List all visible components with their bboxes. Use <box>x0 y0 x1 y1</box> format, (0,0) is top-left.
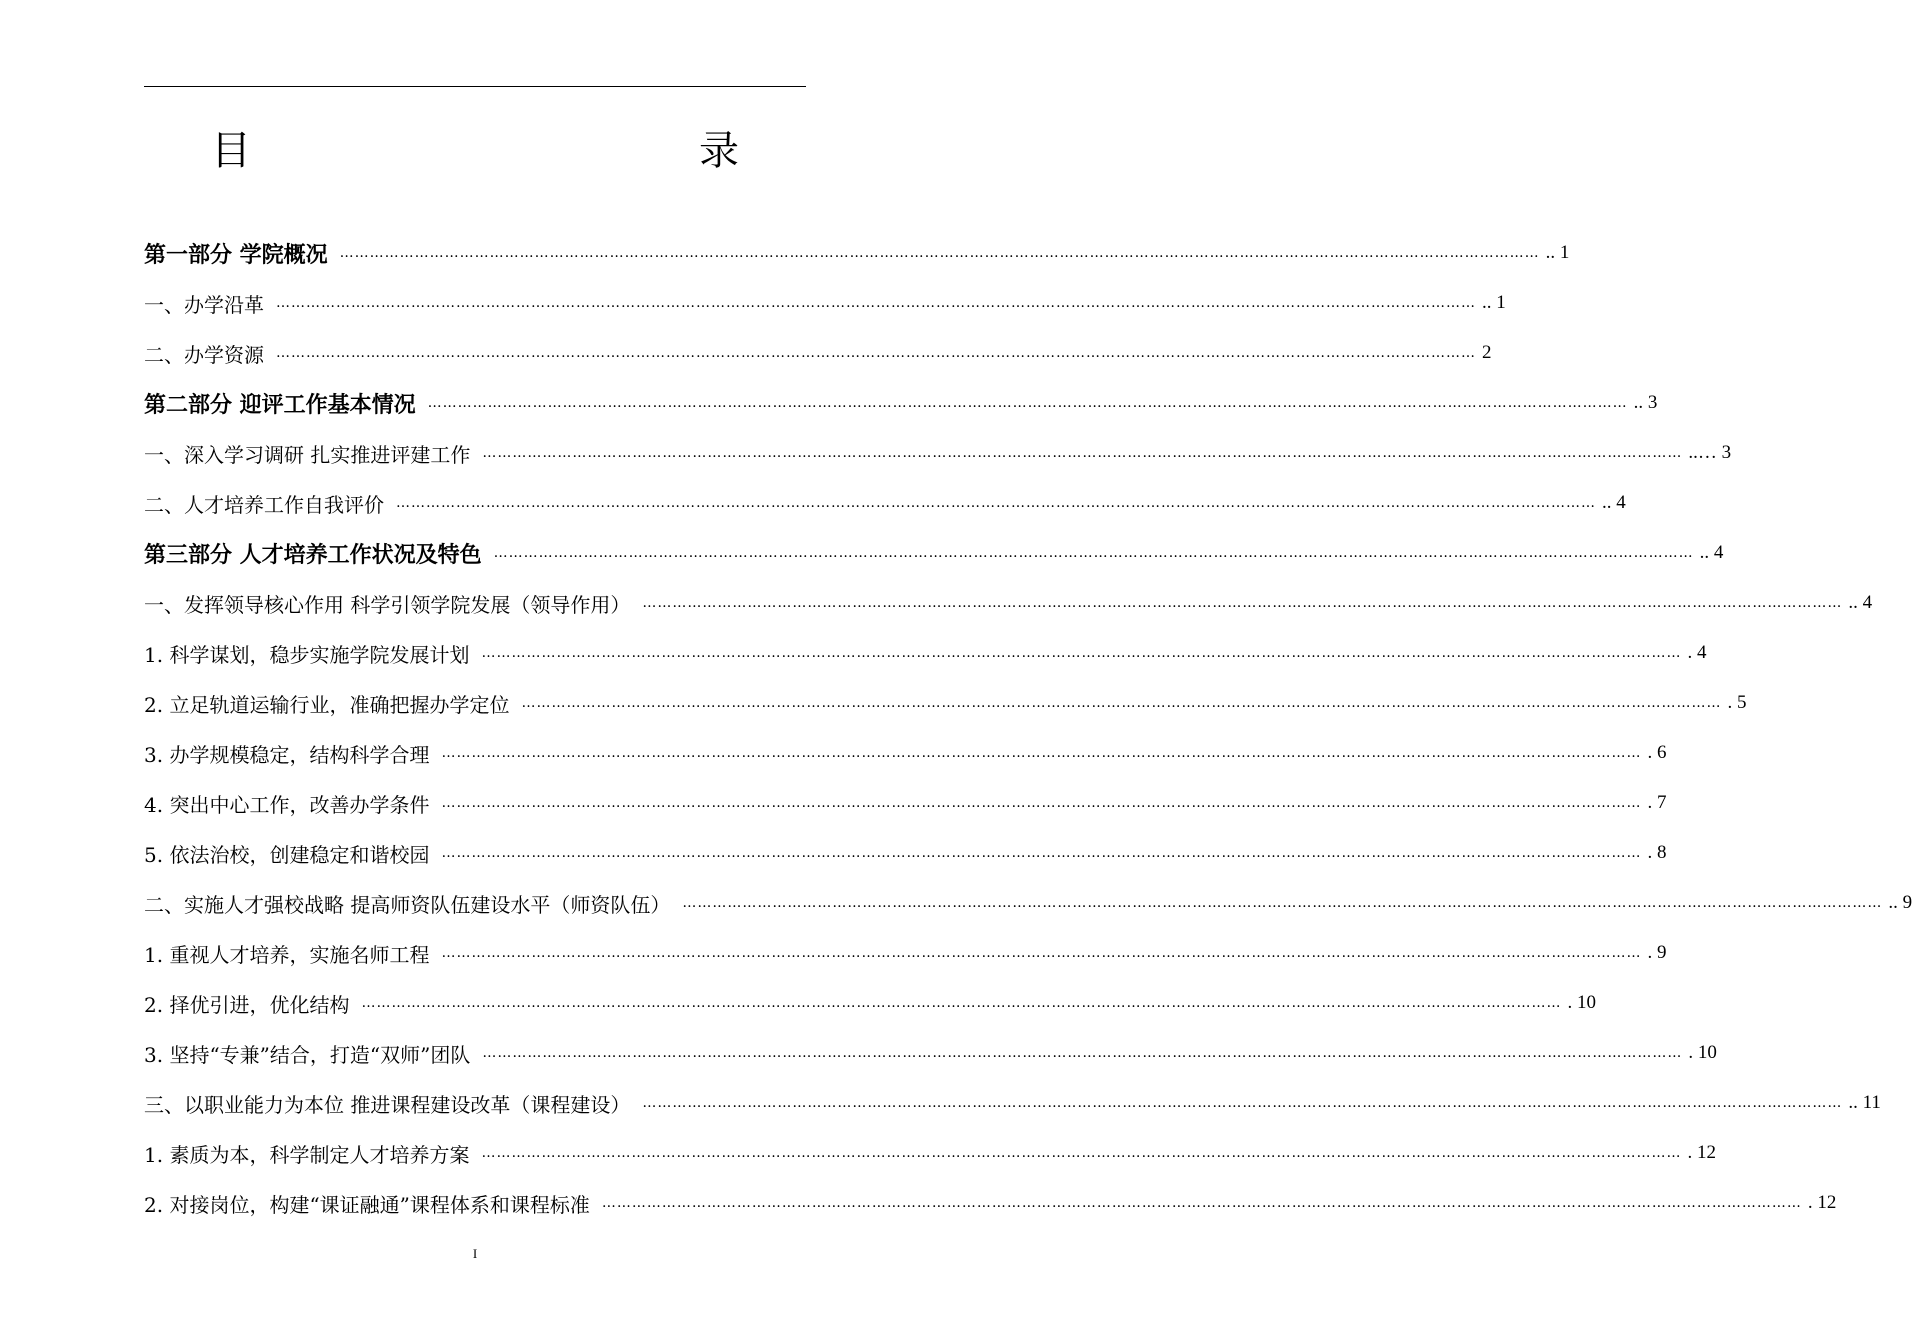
header-rule <box>144 86 806 87</box>
toc-leader-dots: …………………………………………………………………………………………………………………………………………………………………………………………………………………… <box>493 545 1694 561</box>
footer-page-number: I <box>472 1246 478 1261</box>
toc-entry-page: . 8 <box>1647 842 1667 863</box>
toc-leader-dots: …………………………………………………………………………………………………………………………………………………………………………………………………………………… <box>482 1045 1683 1061</box>
toc-leader-dots: …………………………………………………………………………………………………………………………………………………………………………………………………………………… <box>521 695 1722 711</box>
toc-entry-page: .. 3 <box>1633 392 1658 413</box>
toc-leader-dots: …………………………………………………………………………………………………………………………………………………………………………………………………………………… <box>481 645 1682 661</box>
toc-leader-dots: …………………………………………………………………………………………………………………………………………………………………………………………………………………… <box>601 1195 1802 1211</box>
toc-entry-page: .. 4 <box>1602 492 1626 513</box>
toc-entry-page: .. 11 <box>1848 1092 1881 1113</box>
toc-entry[interactable] <box>144 1128 1716 1178</box>
toc-leader-dots: …………………………………………………………………………………………………………………………………………………………………………………………………………………… <box>441 945 1642 961</box>
toc-leader-dots: …………………………………………………………………………………………………………………………………………………………………………………………………………………… <box>482 445 1683 461</box>
toc-leader-dots: …………………………………………………………………………………………………………………………………………………………………………………………………………………… <box>441 795 1642 811</box>
toc-leader-dots: …………………………………………………………………………………………………………………………………………………………………………………………………………………… <box>276 295 1476 311</box>
toc-entry[interactable] <box>144 728 1667 778</box>
toc-entry-title: 2. 立足轨道运输行业，准确把握办学定位 <box>144 692 510 717</box>
toc-entry-page: .. 9 <box>1888 892 1913 913</box>
toc-leader-dots: …………………………………………………………………………………………………………………………………………………………………………………………………………………… <box>642 595 1843 611</box>
toc-entry-page: . 6 <box>1647 742 1667 763</box>
toc-entry[interactable] <box>144 978 1596 1028</box>
toc-entry[interactable] <box>144 628 1707 678</box>
toc-entry-title: 一、办学沿革 <box>144 292 264 317</box>
toc-entry-title: 第三部分 人才培养工作状况及特色 <box>144 542 482 568</box>
toc-entry-title: 二、人才培养工作自我评价 <box>144 492 384 517</box>
toc-leader-dots: …………………………………………………………………………………………………………………………………………………………………………………………………………………… <box>276 345 1476 361</box>
toc-leader-dots: …………………………………………………………………………………………………………………………………………………………………………………………………………………… <box>642 1095 1843 1111</box>
toc-entry[interactable] <box>144 328 1492 378</box>
toc-entry[interactable] <box>144 778 1667 828</box>
toc-entry-title: 1. 科学谋划，稳步实施学院发展计划 <box>144 642 470 667</box>
toc-entry-title: 2. 择优引进，优化结构 <box>144 992 350 1017</box>
toc-entry-page: . 9 <box>1647 942 1667 963</box>
toc-entry-page: . 12 <box>1807 1192 1837 1213</box>
toc-entry[interactable] <box>144 928 1667 978</box>
toc-entry-page: 2 <box>1482 342 1492 363</box>
toc-entry-page: .. 4 <box>1699 542 1724 563</box>
toc-leader-dots: …………………………………………………………………………………………………………………………………………………………………………………………………………………… <box>361 995 1562 1011</box>
toc-entry-title: 3. 坚持“专兼”结合，打造“双师”团队 <box>144 1042 471 1067</box>
toc-entry-title: 一、发挥领导核心作用 科学引领学院发展（领导作用） <box>144 592 631 617</box>
toc-entry[interactable] <box>144 828 1667 878</box>
toc-entry[interactable] <box>144 528 1724 578</box>
toc-entry-page: ..… 3 <box>1688 442 1732 463</box>
page-title: 目 录 <box>211 128 821 174</box>
toc-entry[interactable] <box>144 478 1626 528</box>
toc-entry-page: . 4 <box>1687 642 1707 663</box>
toc-entry-title: 1. 素质为本，科学制定人才培养方案 <box>144 1142 470 1167</box>
toc-leader-dots: …………………………………………………………………………………………………………………………………………………………………………………………………………………… <box>441 845 1642 861</box>
toc-entry-page: . 5 <box>1727 692 1747 713</box>
toc-leader-dots: …………………………………………………………………………………………………………………………………………………………………………………………………………………… <box>339 245 1540 261</box>
toc-leader-dots: …………………………………………………………………………………………………………………………………………………………………………………………………………………… <box>481 1145 1682 1161</box>
toc-entry-title: 二、实施人才强校战略 提高师资队伍建设水平（师资队伍） <box>144 892 671 917</box>
toc-entry[interactable] <box>144 278 1506 328</box>
table-of-contents <box>144 228 1913 1228</box>
toc-entry-title: 3. 办学规模稳定，结构科学合理 <box>144 742 430 767</box>
toc-entry[interactable] <box>144 678 1747 728</box>
toc-leader-dots: …………………………………………………………………………………………………………………………………………………………………………………………………………………… <box>682 895 1883 911</box>
toc-entry[interactable] <box>144 378 1658 428</box>
toc-entry[interactable] <box>144 1078 1881 1128</box>
toc-entry-title: 二、办学资源 <box>144 342 264 367</box>
toc-entry-title: 5. 依法治校，创建稳定和谐校园 <box>144 842 430 867</box>
toc-entry-title: 2. 对接岗位，构建“课证融通”课程体系和课程标准 <box>144 1192 590 1217</box>
toc-entry[interactable] <box>144 428 1732 478</box>
toc-entry-title: 一、深入学习调研 扎实推进评建工作 <box>144 442 471 467</box>
toc-entry-page: .. 1 <box>1482 292 1506 313</box>
toc-entry-page: .. 4 <box>1848 592 1873 613</box>
toc-entry[interactable] <box>144 878 1913 928</box>
toc-entry[interactable] <box>144 228 1570 278</box>
toc-entry-title: 三、以职业能力为本位 推进课程建设改革（课程建设） <box>144 1092 631 1117</box>
toc-entry-title: 4. 突出中心工作，改善办学条件 <box>144 792 430 817</box>
toc-entry-page: .. 1 <box>1545 242 1570 263</box>
toc-leader-dots: …………………………………………………………………………………………………………………………………………………………………………………………………………………… <box>441 745 1642 761</box>
toc-entry[interactable] <box>144 578 1873 628</box>
toc-leader-dots: …………………………………………………………………………………………………………………………………………………………………………………………………………………… <box>396 495 1596 511</box>
toc-entry-page: . 10 <box>1688 1042 1717 1063</box>
toc-entry-title: 第二部分 迎评工作基本情况 <box>144 392 416 418</box>
toc-leader-dots: …………………………………………………………………………………………………………………………………………………………………………………………………………………… <box>427 395 1628 411</box>
toc-entry-page: . 10 <box>1567 992 1596 1013</box>
toc-entry[interactable] <box>144 1028 1717 1078</box>
toc-entry-page: . 12 <box>1687 1142 1716 1163</box>
toc-entry-title: 第一部分 学院概况 <box>144 242 328 268</box>
toc-entry[interactable] <box>144 1178 1837 1228</box>
toc-entry-page: . 7 <box>1647 792 1667 813</box>
toc-entry-title: 1. 重视人才培养，实施名师工程 <box>144 942 430 967</box>
